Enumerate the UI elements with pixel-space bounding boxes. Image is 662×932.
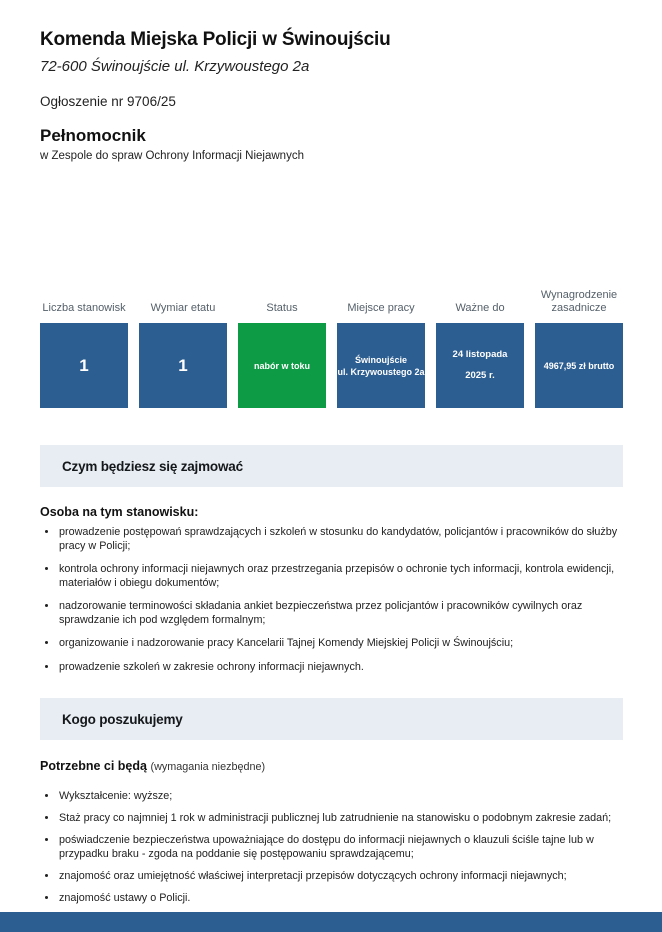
- section-header-duties: [40, 445, 623, 487]
- organization-title: Komenda Miejska Policji w Świnoujściu: [40, 29, 391, 50]
- box-wynagrodzenie: [535, 323, 623, 408]
- requirements-intro-bold: Potrzebne ci będą: [40, 759, 147, 773]
- box-value: 1: [178, 355, 188, 375]
- box-miejsce-pracy: [337, 323, 425, 408]
- section-title: Kogo poszukujemy: [62, 711, 183, 727]
- list-item: • prowadzenie postępowań sprawdzających i szkoleń w stosunku do kandydatów, policjantów i pracowników do służby pracy w Policji;: [58, 526, 623, 553]
- announcement-number: Ogłoszenie nr 9706/25: [40, 94, 176, 109]
- list-item: • prowadzenie szkoleń w zakresie ochrony informacji niejawnych.: [58, 661, 623, 675]
- organization-address: 72-600 Świnoujście ul. Krzywoustego 2a: [40, 58, 310, 75]
- box-value-line: Świnoujście: [354, 354, 407, 365]
- box-wazne-do: [436, 323, 524, 408]
- footer-bar: [0, 912, 662, 932]
- duties-list: [40, 526, 623, 674]
- label-wazne-do: Ważne do: [455, 301, 505, 314]
- list-item: • nadzorowanie terminowości składania ankiet bezpieczeństwa przez policjantów i pracowników cywilnych oraz sprawdzanie ich pod względem formalnym;: [58, 600, 623, 627]
- list-item: • poświadczenie bezpieczeństwa upoważniające do dostępu do informacji niejawnych o klauzuli ściśle tajne lub w przypadku braku - zgoda na poddanie się postępowaniu sprawdzającemu;: [58, 834, 623, 861]
- box-value-line: 2025 r.: [465, 370, 495, 381]
- position-title: Pełnomocnik: [40, 126, 146, 145]
- list-item: • organizowanie i nadzorowanie pracy Kancelarii Tajnej Komendy Miejskiej Policji w Świnoujściu;: [58, 637, 623, 651]
- requirements-intro: [40, 758, 623, 775]
- list-item: • Staż pracy co najmniej 1 rok w administracji publicznej lub zatrudnienie na stanowisku o podobnym zakresie zadań;: [58, 812, 623, 826]
- box-value-line: ul. Krzywoustego 2a: [337, 366, 425, 377]
- duties-intro: Osoba na tym stanowisku:: [40, 505, 199, 519]
- requirements-list: [40, 790, 623, 905]
- section-title: Czym będziesz się zajmować: [62, 458, 243, 474]
- list-item: • znajomość oraz umiejętność właściwej interpretacji przepisów dotyczących ochrony informacji niejawnych;: [58, 870, 623, 884]
- box-value: 1: [79, 355, 89, 375]
- box-liczba-stanowisk: [40, 323, 128, 408]
- label-wymiar-etatu: Wymiar etatu: [150, 301, 216, 314]
- box-value-line: 24 listopada: [452, 349, 508, 360]
- list-item: • znajomość ustawy o Policji.: [58, 892, 623, 906]
- box-status: [238, 323, 326, 408]
- box-wymiar-etatu: [139, 323, 227, 408]
- label-wynagrodzenie: Wynagrodzenie zasadnicze: [540, 289, 618, 314]
- label-miejsce-pracy: Miejsce pracy: [347, 301, 415, 314]
- summary-labels-row: [40, 289, 623, 314]
- status-badge: nabór w toku: [254, 360, 310, 371]
- requirements-intro-note: (wymagania niezbędne): [150, 761, 266, 773]
- box-value: 4967,95 zł brutto: [543, 360, 615, 371]
- label-status: Status: [266, 301, 298, 314]
- label-liczba-stanowisk: Liczba stanowisk: [42, 301, 126, 314]
- summary-boxes-row: [40, 323, 623, 408]
- job-posting-page: [0, 28, 662, 905]
- section-header-requirements: [40, 698, 623, 740]
- list-item: • kontrola ochrony informacji niejawnych oraz przestrzegania przepisów o ochronie tych informacji, kontrola ewidencji, materiałów i obiegu dokumentów;: [58, 563, 623, 590]
- position-unit: w Zespole do spraw Ochrony Informacji Niejawnych: [40, 150, 304, 162]
- list-item: • Wykształcenie: wyższe;: [58, 790, 623, 804]
